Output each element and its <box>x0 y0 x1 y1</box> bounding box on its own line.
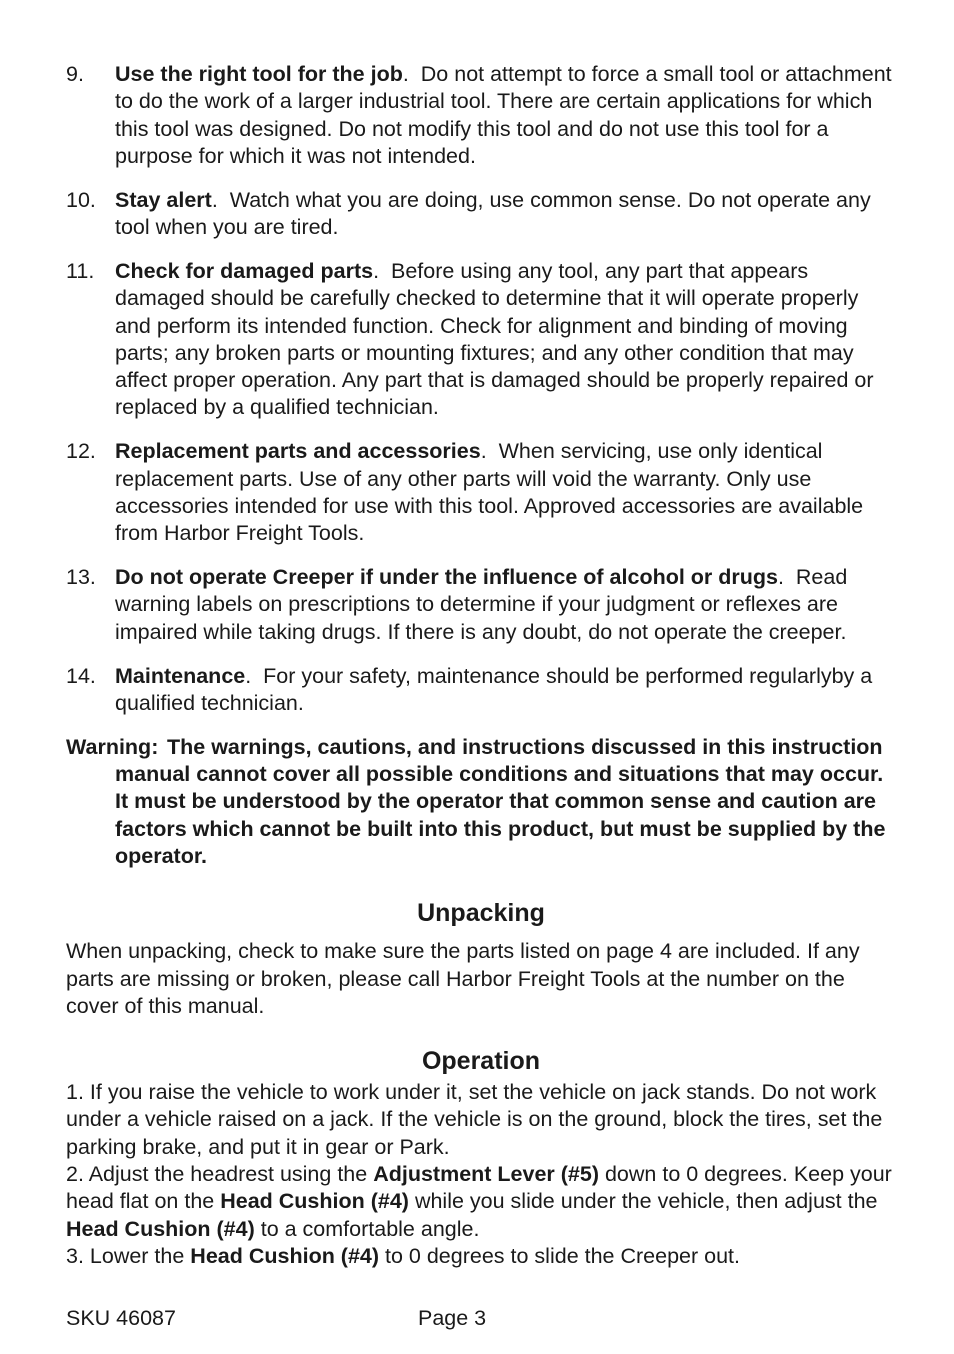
step-text: while you slide under the vehicle, then adjust the <box>408 1189 878 1214</box>
item-text: Watch what you are doing, use common sense. Do not operate any tool when you are tired. <box>115 187 871 240</box>
part-reference: Head Cushion (#4) <box>66 1216 255 1241</box>
item-body: Do not operate Creeper if under the influence of alcohol or drugs. Read warning labels on prescriptions to determine if your judgment or reflexes are impaired while taking drugs. If there is any doubt, do not operate the creeper. <box>115 565 848 644</box>
item-number: 13. <box>66 565 96 590</box>
item-text: For your safety, maintenance should be performed regularlyby a qualified technician. <box>115 663 873 715</box>
list-item <box>66 663 896 718</box>
warning-text <box>115 734 896 870</box>
operation-step-1: 1. If you raise the vehicle to work under it, set the vehicle on jack stands. Do not work under a vehicle raised on a jack. If the vehicle is on the ground, block the tires, set the parking brake, and put it in gear or Park. <box>66 1080 883 1159</box>
page-footer <box>66 1305 896 1333</box>
item-title: Use the right tool for the job <box>115 62 403 86</box>
item-text: When servicing, use only identical replacement parts. Use of any other parts will void the warranty. Only use accessories intended for use with this tool. Approved accessories are available from Harbor Freight Tools. <box>115 439 864 546</box>
manual-page <box>66 61 896 1270</box>
part-reference: Head Cushion (#4) <box>190 1243 380 1268</box>
warning-label: Warning: <box>66 734 159 759</box>
item-number: 9. <box>66 62 84 86</box>
item-body: Check for damaged parts. Before using any tool, any part that appears damaged should be carefully checked to determine that it will operate properly and perform its intended function. Check for alignment and binding of moving parts; any broken parts or mounting fixtures; and any other condition that may affect proper operation. Any part that is damaged should be properly repaired or replaced by a qualified technician. <box>115 258 874 420</box>
unpacking-text: When unpacking, check to make sure the parts listed on page 4 are included. If any parts are missing or broken, please call Harbor Freight Tools at the number on the cover of this manual. <box>66 939 860 1018</box>
list-item <box>66 438 896 547</box>
page-number: Page 3 <box>418 1306 487 1330</box>
item-number: 12. <box>66 439 96 464</box>
operation-step-3 <box>66 1243 896 1270</box>
item-title: Replacement parts and accessories <box>115 439 481 464</box>
operation-step-2 <box>66 1161 896 1243</box>
list-item <box>66 187 896 242</box>
warning-body: The warnings, cautions, and instructions discussed in this instruction manual cannot cover all possible conditions and situations that may occur. It must be understood by the operator that common sense and caution are factors which cannot be built into this product, but must be supplied by the operator. <box>115 734 886 868</box>
list-item <box>66 61 896 170</box>
list-item <box>66 258 896 422</box>
item-title: Check for damaged parts <box>115 258 374 283</box>
step-text: 3. Lower the <box>66 1243 191 1268</box>
item-text: Do not attempt to force a small tool or attachment to do the work of a larger industrial tool. There are certain applications for which this tool was designed. Do not modify this tool and do not use this tool for a purpose for which it was not intended. <box>115 62 892 168</box>
item-title: Stay alert <box>115 187 212 212</box>
part-reference: Head Cushion (#4) <box>220 1189 409 1214</box>
step-text: down to 0 degrees. Keep your head flat on the <box>66 1162 892 1214</box>
item-title: Do not operate Creeper if under the influence of alcohol or drugs <box>115 565 778 590</box>
item-title: Maintenance <box>115 663 246 688</box>
item-text: Read warning labels on prescriptions to determine if your judgment or reflexes are impaired while taking drugs. If there is any doubt, do not operate the creeper. <box>115 565 848 644</box>
item-number: 11. <box>66 258 95 283</box>
part-reference: Adjustment Lever (#5) <box>373 1162 599 1187</box>
item-body: Use the right tool for the job. Do not attempt to force a small tool or attachment to do the work of a larger industrial tool. There are certain applications for which this tool was designed. Do not modify this tool and do not use this tool for a purpose for which it was not intended. <box>115 62 892 168</box>
item-body: Replacement parts and accessories. When servicing, use only identical replacement parts. Use of any other parts will void the warranty. Only use accessories intended for use with this tool. Approved accessories are available from Harbor Freight Tools. <box>115 439 864 546</box>
unpacking-heading: Unpacking <box>417 899 545 928</box>
item-number: 10. <box>66 187 96 212</box>
item-number: 14. <box>66 663 96 688</box>
step-text: 2. Adjust the headrest using the <box>66 1162 374 1187</box>
operation-heading: Operation <box>421 1047 541 1076</box>
step-text: to 0 degrees to slide the Creeper out. <box>379 1243 740 1268</box>
step-text: to a comfortable angle. <box>254 1216 480 1241</box>
item-body: Stay alert. Watch what you are doing, use common sense. Do not operate any tool when you are tired. <box>115 187 871 240</box>
list-item <box>66 564 896 646</box>
item-text: Before using any tool, any part that appears damaged should be carefully checked to determine that it will operate properly and perform its intended function. Check for alignment and binding of moving parts; any broken parts or mounting fixtures; and any other condition that may affect proper operation. Any part that is damaged should be properly repaired or replaced by a qualified technician. <box>115 258 874 420</box>
item-body: Maintenance. For your safety, maintenance should be performed regularlyby a qualified technician. <box>115 663 873 715</box>
sku-number: SKU 46087 <box>66 1306 176 1330</box>
warning-block <box>66 734 896 870</box>
